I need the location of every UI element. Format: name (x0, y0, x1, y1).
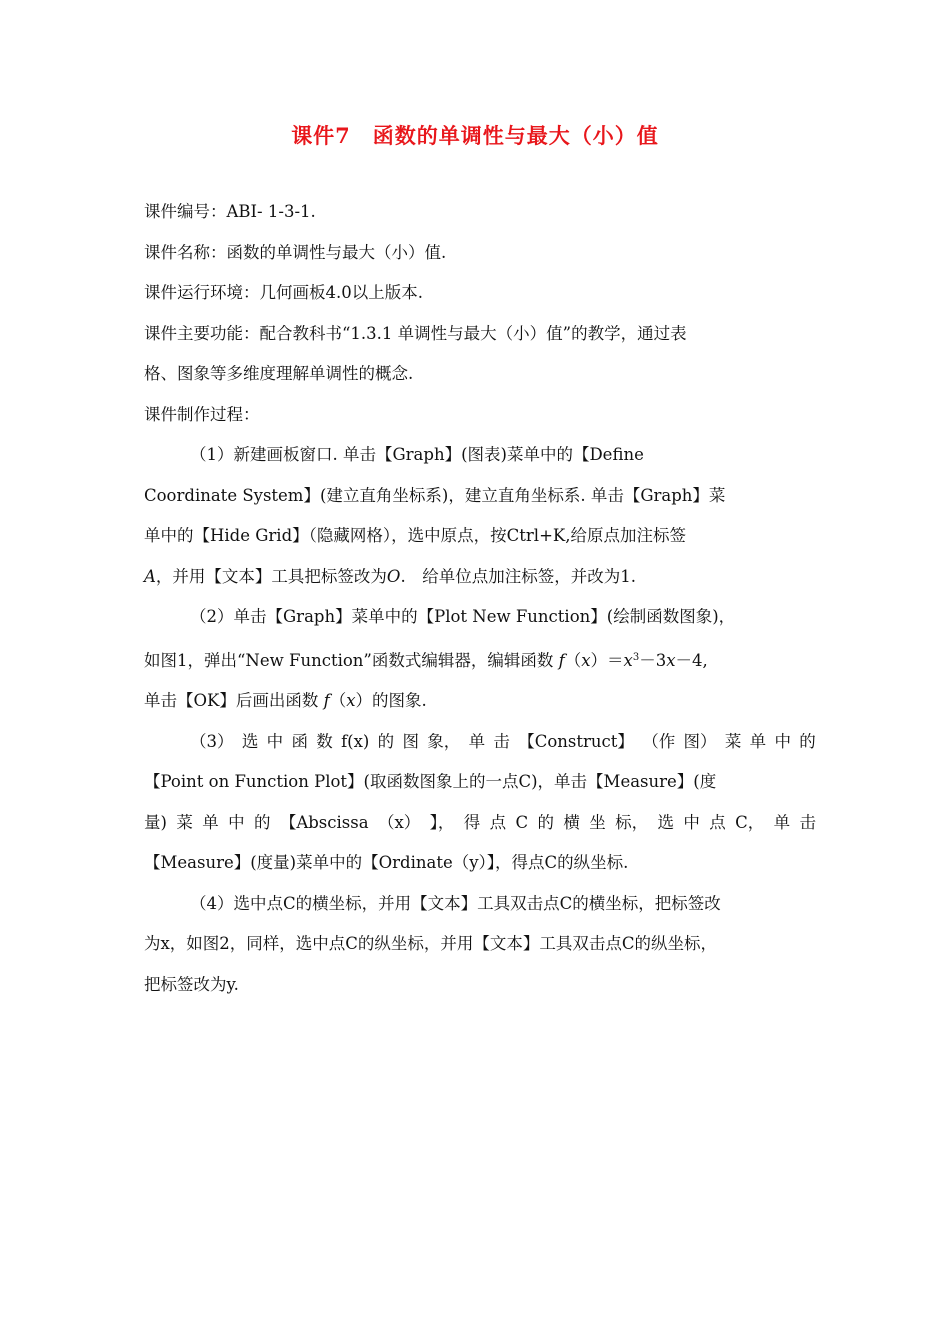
courseware-name: 课件名称：函数的单调性与最大（小）值. (144, 242, 447, 262)
paren-open: （ (564, 650, 582, 670)
justified-token: 的 (377, 731, 395, 751)
step3-line-2: 【Point on Function Plot】(取函数图象上的一点C)，单击【Measure】(度 (144, 772, 717, 791)
justified-token: 选 (241, 731, 259, 751)
step4-line-2: 为x，如图2，同样，选中点C的纵坐标，并用【文本】工具双击点C的纵坐标， (144, 934, 718, 953)
justified-token: 击 (493, 731, 510, 751)
courseware-function-line-1: 课件主要功能：配合教科书“1.3.1 单调性与最大（小）值”的教学，通过表 (144, 323, 687, 343)
justified-token: 图） (683, 731, 717, 751)
justified-token: 中 (774, 731, 791, 751)
step4-line-3: 把标签改为y. (144, 974, 239, 994)
justified-token: 中 (228, 812, 245, 832)
step1-line-4 (144, 557, 816, 598)
justified-token: 象， (427, 731, 461, 751)
justified-token: 点 (489, 812, 507, 832)
justified-token: （作 (642, 731, 676, 751)
minus-three: －3 (639, 650, 667, 670)
step1-line-3: 单中的【Hide Grid】（隐藏网格），选中原点，按Ctrl+K,给原点加注标签 (144, 526, 686, 545)
func-x-2: x (346, 691, 356, 710)
step3-line-4: 【Measure】(度量)菜单中的【Ordinate（y）】，得点C的纵坐标. (144, 853, 629, 872)
justified-token: 函 (291, 731, 308, 751)
justified-token: 标， (615, 812, 649, 832)
justified-token: 的 (253, 812, 271, 832)
justified-token: 横 (563, 812, 580, 832)
courseware-process-heading: 课件制作过程： (144, 404, 260, 424)
step1-line-4-text-a: ，并用【文本】工具把标签改为 (155, 566, 387, 586)
step2-line-3-end: ）的图象. (355, 691, 427, 710)
courseware-environment: 课件运行环境：几何画板4.0以上版本. (144, 283, 423, 302)
justified-token: 的 (537, 812, 554, 832)
justified-token: 【Abscissa (279, 812, 369, 832)
label-a: A (144, 566, 156, 586)
step2-line-1: （2）单击【Graph】菜单中的【Plot New Function】(绘制函数图象)， (190, 607, 736, 626)
label-o: O (386, 566, 401, 586)
func-x: x (581, 650, 591, 670)
step1-line-4-text-b: . 给单位点加注标签，并改为1. (400, 566, 636, 586)
func-x-linear: x (666, 650, 676, 670)
justified-token: 单 (202, 812, 219, 832)
step2-line-2-text: 如图1，弹出“New Function”函数式编辑器，编辑函数 (144, 650, 554, 670)
justified-token: 中 (266, 731, 284, 751)
courseware-number: 课件编号：ABⅠ- 1-3-1. (144, 202, 316, 221)
func-f-2: f (323, 691, 330, 710)
justified-token: f(x) (341, 731, 370, 751)
step1-line-2: Coordinate System】(建立直角坐标系)，建立直角坐标系. 单击【Graph】菜 (144, 485, 726, 505)
justified-token: 得 (463, 812, 481, 832)
justified-token: 点 (709, 812, 726, 832)
justified-token: 的 (799, 731, 816, 751)
step4-line-1: （4）选中点C的横坐标，并用【文本】工具双击点C的横坐标，把标签改 (190, 893, 721, 913)
justified-token: 量) (144, 812, 167, 832)
page-title: 课件7 函数的单调性与最大（小）值 (291, 123, 659, 148)
step2-line-3 (144, 681, 816, 722)
justified-token: 【Construct】 (518, 731, 634, 751)
step2-line-3-text: 单击【OK】后画出函数 (144, 691, 319, 710)
justified-token: C， (735, 812, 765, 832)
document-body (144, 192, 816, 1005)
step1-line-1: （1）新建画板窗口. 单击【Graph】(图表)菜单中的【Define (190, 445, 644, 464)
func-x-cubed: x (623, 650, 633, 670)
justified-token: 图 (402, 731, 419, 751)
justified-token: 击 (799, 812, 816, 832)
justified-token: 选 (657, 812, 674, 832)
justified-token: 单 (468, 731, 486, 751)
step2-line-2 (144, 638, 816, 682)
justified-token: 单 (773, 812, 791, 832)
justified-token: 】， (429, 812, 455, 832)
justified-token: 菜 (176, 812, 193, 832)
justified-token: 单 (749, 731, 767, 751)
justified-token: 坐 (589, 812, 606, 832)
paren-close-equals: ）＝ (590, 650, 624, 670)
func-f: f (558, 650, 565, 670)
step3-line-1 (144, 722, 816, 763)
exponent: 3 (632, 651, 640, 663)
justified-token: （x） (377, 812, 421, 832)
justified-token: 菜 (724, 731, 742, 751)
step3-line-3 (144, 803, 816, 844)
paren-open-2: （ (329, 691, 347, 710)
justified-token: 数 (316, 731, 333, 751)
justified-token: （3） (190, 731, 234, 751)
justified-token: 中 (683, 812, 700, 832)
justified-token: C (515, 812, 529, 832)
minus-four: －4, (675, 650, 708, 670)
courseware-function-line-2: 格、图象等多维度理解单调性的概念. (144, 364, 414, 383)
